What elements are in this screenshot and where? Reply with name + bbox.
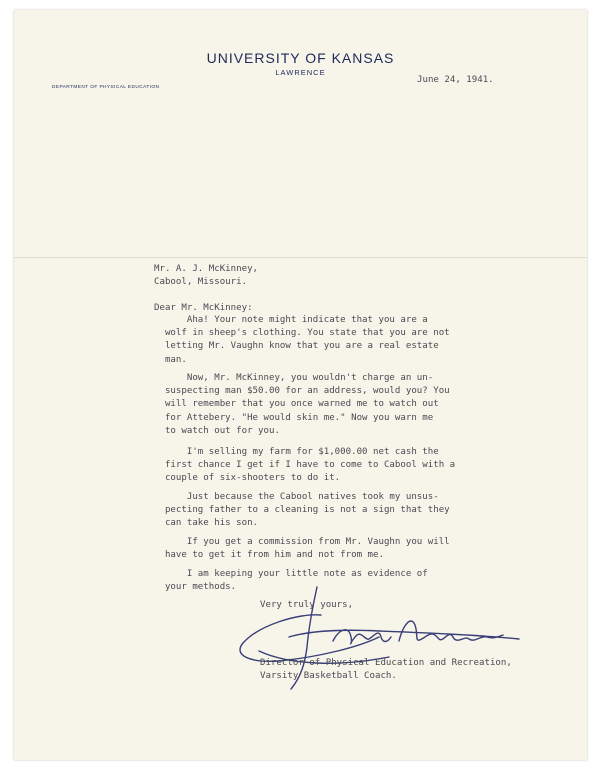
paragraph-1: Aha! Your note might indicate that you are a wolf in sheep's clothing. You state that you are not letting Mr. Vaughn know that you are a real estate man.	[164, 315, 450, 365]
letterhead-department: DEPARTMENT OF PHYSICAL EDUCATION	[52, 85, 160, 90]
letterhead-institution: UNIVERSITY OF KANSAS	[206, 50, 395, 66]
letter-date: June 24, 1941.	[417, 75, 494, 85]
paragraph-5: If you get a commission from Mr. Vaughn you will have to get it from him and not from me.	[164, 537, 450, 561]
letter-sheet	[14, 10, 587, 760]
closing: Very truly yours,	[260, 600, 354, 610]
paper-fold-line	[14, 257, 587, 258]
paragraph-4: Just because the Cabool natives took my unsus- pecting father to a cleaning is not a sign that they can take his son.	[164, 492, 450, 529]
paragraph-3: I'm selling my farm for $1,000.00 net cash the first chance I get if I have to come to Cabool with a couple of six-shooters to do it.	[164, 447, 456, 484]
signature-title-line-1: Director of Physical Education and Recreation,	[260, 658, 512, 668]
paragraph-6: I am keeping your little note as evidence of your methods.	[164, 569, 428, 593]
signature-titles	[260, 657, 512, 683]
paragraph-2: Now, Mr. McKinney, you wouldn't charge an un- suspecting man $50.00 for an address, would you? You will remember that you once warned me to watch out for Attebery. "He would skin me." Now you warn me to watch out for you.	[164, 373, 450, 436]
recipient-line-2: Cabool, Missouri.	[154, 277, 248, 288]
salutation: Dear Mr. McKinney:	[154, 303, 253, 313]
signature-title-line-2: Varsity Basketball Coach.	[260, 671, 397, 682]
letterhead-city: LAWRENCE	[275, 68, 326, 77]
recipient-line-1: Mr. A. J. McKinney,	[154, 264, 259, 274]
recipient-address	[154, 263, 258, 289]
